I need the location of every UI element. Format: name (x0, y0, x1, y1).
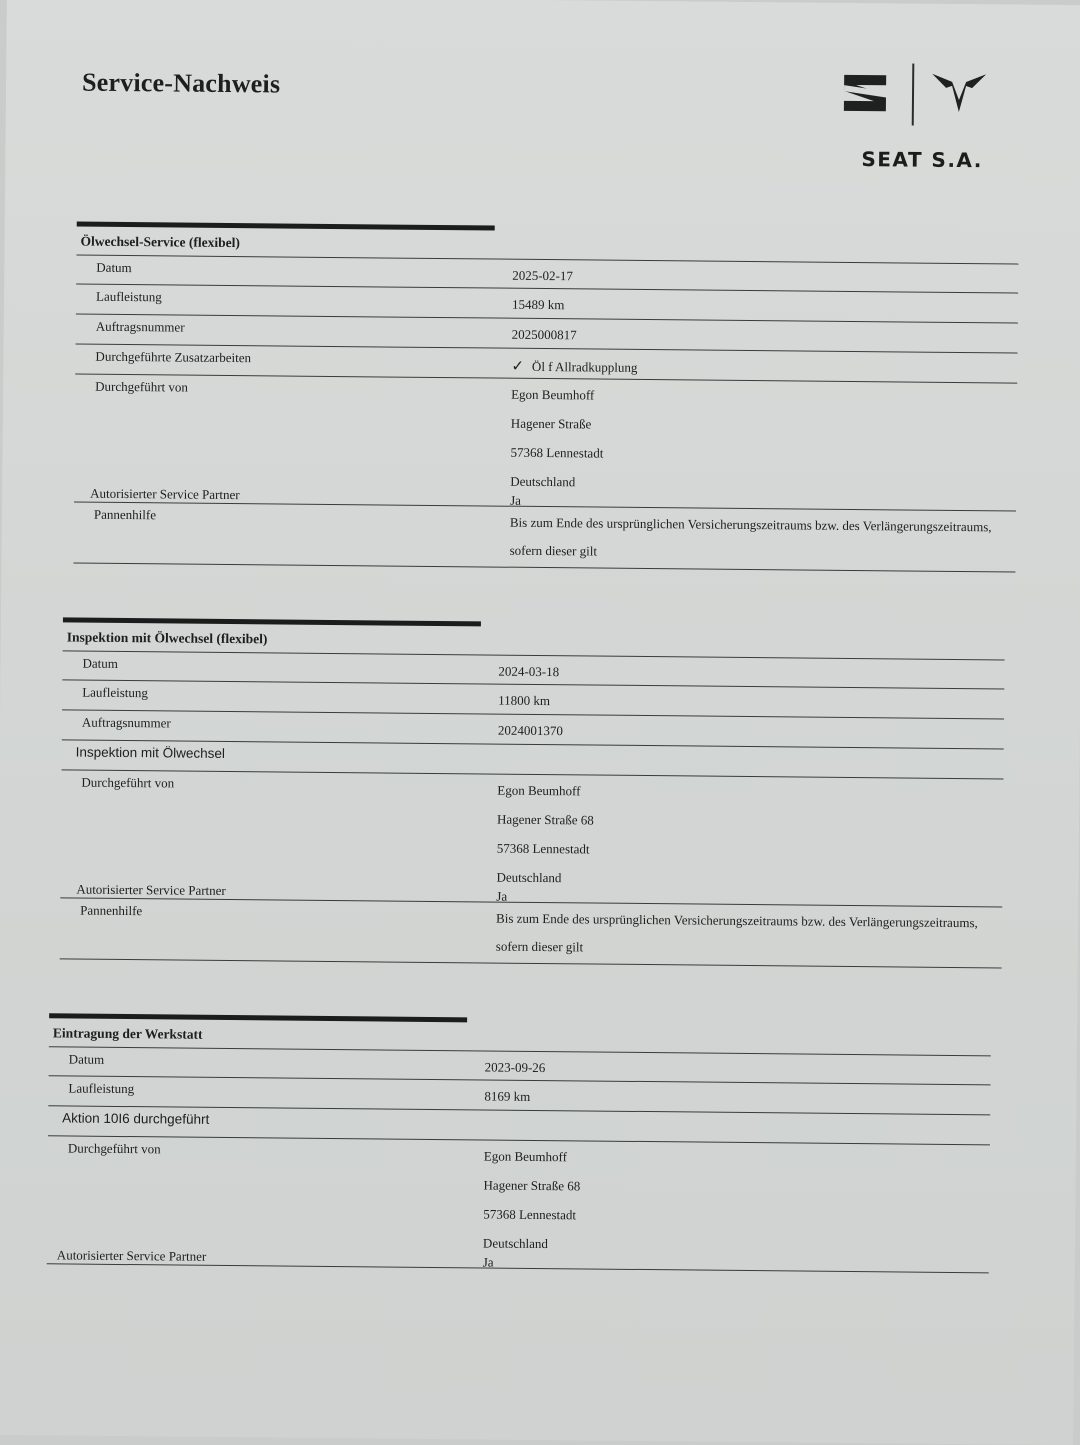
address-name: Egon Beumhoff (511, 386, 595, 403)
section-inspection (63, 617, 1005, 955)
address-name: Egon Beumhoff (483, 1148, 568, 1165)
row-roadside-assistance (60, 898, 1003, 968)
address-street: Hagener Straße 68 (496, 811, 594, 828)
row-roadside-assistance (73, 503, 1016, 573)
section-title: Eintragung der Werkstatt (52, 1025, 203, 1042)
label-performed-by: Durchgeführt von (67, 1140, 161, 1157)
label-date: Datum (96, 259, 132, 276)
brand-name: SEAT S.A. (861, 147, 984, 173)
label-date: Datum (82, 655, 118, 671)
label-action: Aktion 10I6 durchgeführt (62, 1110, 210, 1127)
value-roadside-assistance: Bis zum Ende des ursprünglichen Versicherungszeitraums bzw. des Verlängerungszeitraums, sofern dieser gilt (495, 910, 978, 955)
label-mileage: Laufleistung (95, 288, 162, 305)
section-rule (77, 222, 495, 231)
section-rows (47, 1046, 991, 1273)
section-title: Ölwechsel-Service (flexibel) (80, 233, 240, 251)
section-oil-change (77, 222, 1019, 559)
value-partner: Ja (482, 1254, 494, 1270)
value-mileage: 8169 km (484, 1088, 531, 1104)
label-performed-by: Durchgeführt von (81, 774, 175, 791)
address-city: 57368 Lennestadt (510, 444, 604, 461)
label-extra-work: Durchgeführte Zusatzarbeiten (95, 348, 252, 366)
value-partner: Ja (510, 492, 522, 508)
address-name: Egon Beumhoff (497, 782, 581, 799)
address-city: 57368 Lennestadt (483, 1206, 577, 1223)
value-mileage: 11800 km (498, 692, 551, 709)
address-city: 57368 Lennestadt (496, 840, 590, 857)
value-date: 2024-03-18 (498, 663, 560, 680)
extra-work-text: Öl f Allradkupplung (531, 358, 638, 375)
address-country: Deutschland (510, 473, 576, 490)
label-roadside-assistance: Pannenhilfe (80, 902, 143, 919)
section-rule (63, 617, 481, 626)
label-partner: Autorisierter Service Partner (76, 881, 226, 898)
address-street: Hagener Straße (510, 415, 592, 432)
label-partner: Autorisierter Service Partner (90, 485, 240, 503)
value-date: 2023-09-26 (484, 1059, 546, 1076)
checkmark-icon: ✓ (511, 356, 525, 375)
section-workshop-entry (49, 1013, 991, 1270)
row-performed-by (47, 1136, 990, 1273)
value-partner: Ja (496, 888, 508, 904)
label-roadside-assistance: Pannenhilfe (93, 506, 157, 523)
cupra-logo-icon (930, 70, 988, 117)
row-performed-by (60, 770, 1003, 907)
value-date: 2025-02-17 (512, 267, 574, 284)
label-order-number: Auftragsnummer (95, 318, 185, 335)
value-extra-work (511, 357, 637, 376)
label-partner: Autorisierter Service Partner (56, 1247, 207, 1264)
row-performed-by (74, 375, 1017, 512)
label-date: Datum (68, 1051, 105, 1067)
address-street: Hagener Straße 68 (483, 1177, 581, 1194)
value-mileage: 15489 km (511, 296, 565, 313)
seat-logo-icon (842, 73, 888, 113)
section-rows (73, 255, 1018, 573)
logo-divider (912, 64, 915, 126)
value-order-number: 2024001370 (497, 722, 563, 739)
section-rows (60, 650, 1005, 968)
page-title: Service-Nachweis (81, 67, 281, 99)
label-performed-by: Durchgeführt von (95, 378, 189, 395)
label-order-number: Auftragsnummer (81, 714, 171, 731)
label-service-type: Inspektion mit Ölwechsel (75, 744, 226, 761)
section-rule (49, 1013, 467, 1022)
value-order-number: 2025000817 (511, 326, 577, 343)
label-mileage: Laufleistung (82, 684, 149, 701)
section-title: Inspektion mit Ölwechsel (flexibel) (66, 629, 268, 647)
brand-logos (841, 61, 1002, 183)
value-roadside-assistance: Bis zum Ende des ursprünglichen Versicherungszeitraums bzw. des Verlängerungszeitraums, sofern dieser gilt (509, 514, 992, 559)
label-mileage: Laufleistung (68, 1080, 135, 1097)
address-country: Deutschland (482, 1235, 549, 1252)
address-country: Deutschland (496, 869, 562, 886)
